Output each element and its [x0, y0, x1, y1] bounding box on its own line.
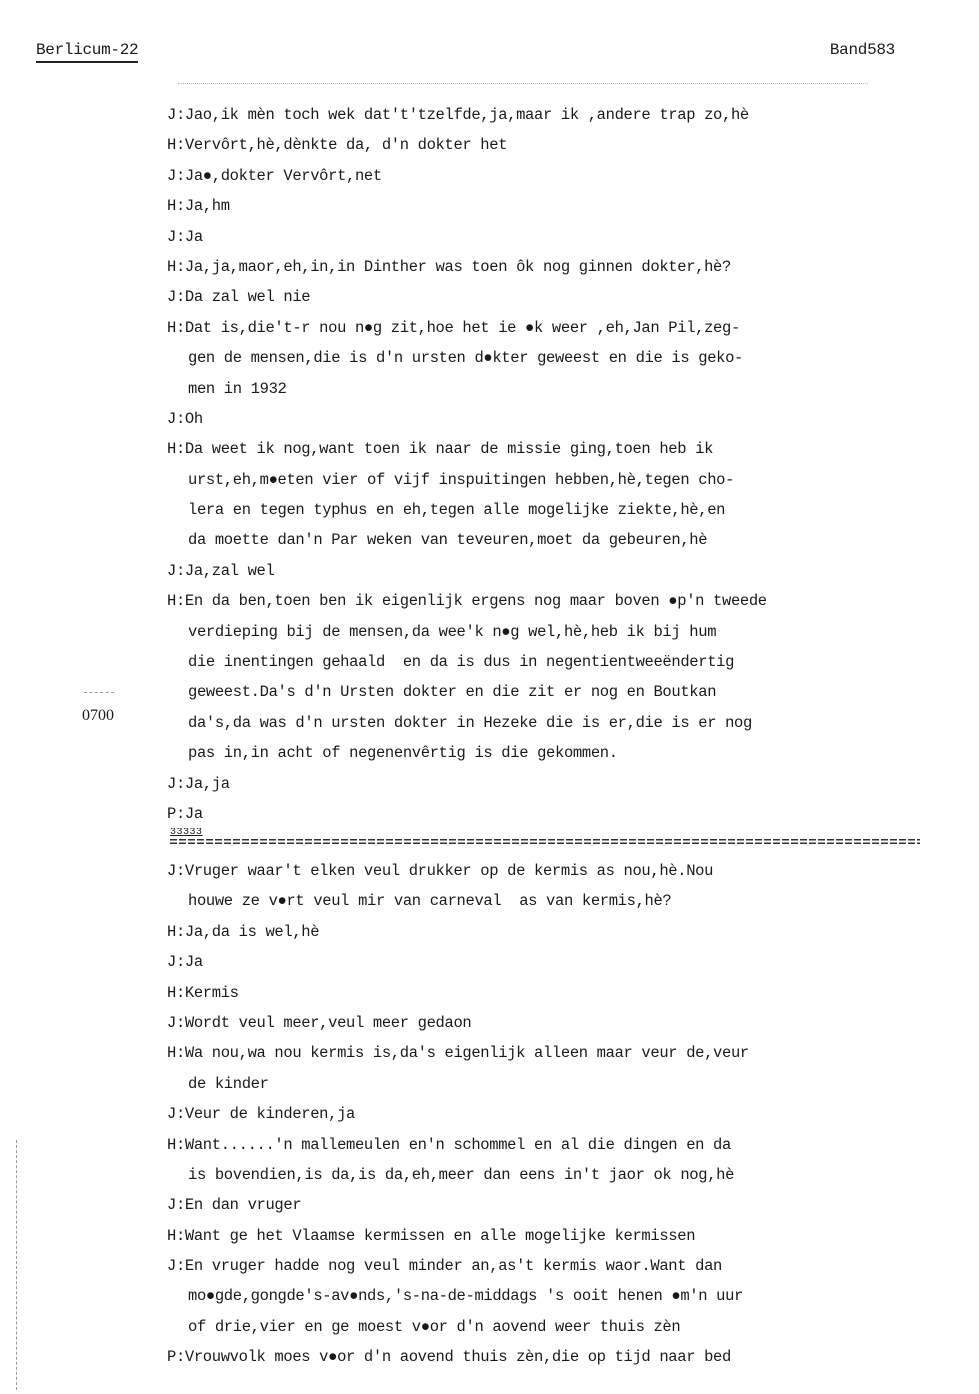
- transcript-line: H:Vervôrt,hè,dènkte da, d'n dokter het: [167, 136, 508, 155]
- transcript-line: da moette dan'n Par weken van teveuren,moet da gebeuren,hè: [188, 531, 708, 550]
- transcript-line: H:Dat is,die't-r nou n●g zit,hoe het ie ●k weer ,eh,Jan Pil,zeg-: [167, 318, 740, 337]
- transcript-line: H:Ja,hm: [167, 197, 230, 216]
- transcript-line: J:En dan vruger: [167, 1196, 302, 1215]
- transcript-line: J:Vruger waar't elken veul drukker op de kermis as nou,hè.Nou: [167, 862, 714, 880]
- document-location-label: Berlicum-22: [36, 41, 138, 63]
- left-margin-rule: [16, 1140, 17, 1390]
- transcript-line: urst,eh,m●eten vier of vijf inspuitingen hebben,hè,tegen cho-: [188, 470, 735, 489]
- transcript-line: J:Ja●,dokter Vervôrt,net: [167, 166, 382, 185]
- section-separator: [170, 828, 920, 852]
- transcript-body: [167, 100, 927, 829]
- transcript-line: de kinder: [188, 1074, 269, 1093]
- transcript-line: lera en tegen typhus en eh,tegen alle mogelijke ziekte,hè,en: [188, 501, 726, 520]
- transcript-line: J:Da zal wel nie: [167, 288, 311, 307]
- transcript-block-1: [167, 100, 927, 829]
- transcript-line: J:Ja: [167, 953, 203, 972]
- transcript-line: mo●gde,gongde's-av●nds,'s-na-de-middags 's ooit henen ●m'n uur: [188, 1287, 743, 1306]
- transcript-line: H:Ja,ja,maor,eh,in,in Dinther was toen ôk nog ginnen dokter,hè?: [167, 257, 731, 276]
- tape-number-label: Band583: [829, 41, 895, 59]
- transcript-line: H:Want ge het Vlaamse kermissen en alle mogelijke kermissen: [167, 1226, 696, 1245]
- transcript-line: H:Wa nou,wa nou kermis is,da's eigenlijk alleen maar veur de,veur: [167, 1044, 749, 1063]
- transcript-line: J:Jao,ik mèn toch wek dat't'tzelfde,ja,maar ik ,andere trap zo,hè: [167, 106, 749, 124]
- transcript-line: die inentingen gehaald en da is dus in negentientweeëndertig: [188, 653, 735, 672]
- transcript-line: of drie,vier en ge moest v●or d'n aovend weer thuis zèn: [188, 1317, 681, 1336]
- separator-double-rule: [170, 839, 920, 845]
- transcript-line: J:Oh: [167, 409, 203, 428]
- transcript-line: J:Ja,zal wel: [167, 561, 275, 580]
- transcript-line: J:Ja,ja: [167, 774, 230, 793]
- transcript-line: H:En da ben,toen ben ik eigenlijk ergens nog maar boven ●p'n tweede: [167, 592, 767, 611]
- transcript-line: H:Want......'n mallemeulen en'n schommel en al die dingen en da: [167, 1135, 731, 1154]
- transcript-line: H:Kermis: [167, 983, 239, 1002]
- transcript-line: da's,da was d'n ursten dokter in Hezeke die is er,die is er nog: [188, 713, 752, 732]
- transcript-body-continued: [167, 856, 927, 1373]
- transcript-line: pas in,in acht of negenenvêrtig is die gekommen.: [188, 744, 618, 763]
- transcript-line: J:En vruger hadde nog veul minder an,as't kermis waor.Want dan: [167, 1257, 722, 1276]
- margin-timestamp: 0700: [82, 707, 114, 724]
- transcript-line: P:Ja: [167, 804, 203, 823]
- transcript-line: men in 1932: [188, 379, 287, 398]
- transcript-line: H:Da weet ik nog,want toen ik naar de missie ging,toen heb ik: [167, 440, 714, 459]
- transcript-line: geweest.Da's d'n Ursten dokter en die zit er nog en Boutkan: [188, 683, 717, 702]
- separator-label: 33333: [170, 828, 203, 838]
- transcript-line: J:Veur de kinderen,ja: [167, 1105, 355, 1124]
- transcript-line: J:Ja: [167, 227, 203, 246]
- margin-tick-marks: [84, 692, 114, 693]
- transcript-block-2: [167, 856, 927, 1373]
- transcript-line: houwe ze v●rt veul mir van carneval as van kermis,hè?: [188, 892, 672, 911]
- transcript-line: H:Ja,da is wel,hè: [167, 922, 320, 941]
- transcript-line: gen de mensen,die is d'n ursten d●kter geweest en die is geko-: [188, 349, 743, 368]
- transcript-line: J:Wordt veul meer,veul meer gedaon: [167, 1013, 472, 1032]
- transcript-line: is bovendien,is da,is da,eh,meer dan eens in't jaor ok nog,hè: [188, 1165, 735, 1184]
- transcript-line: verdieping bij de mensen,da wee'k n●g wel,hè,heb ik bij hum: [188, 622, 717, 641]
- transcript-line: P:Vrouwvolk moes v●or d'n aovend thuis zèn,die op tijd naar bed: [167, 1348, 731, 1367]
- top-dotted-rule: [178, 83, 868, 84]
